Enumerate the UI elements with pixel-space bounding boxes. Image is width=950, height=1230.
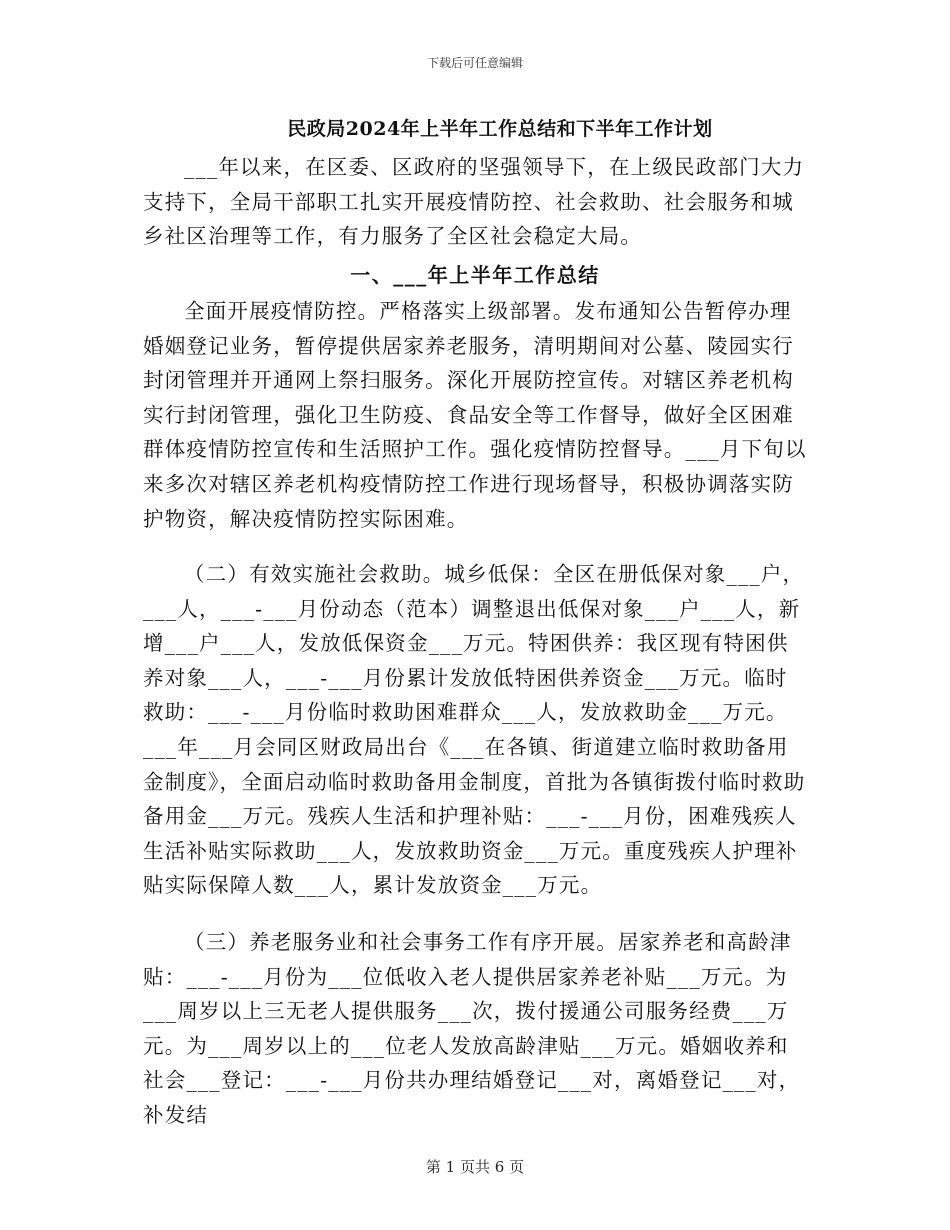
paragraph-social-assistance: （二）有效实施社会救助。城乡低保：全区在册低保对象___户，___人，___-___月份动态（范本）调整退出低保对象___户___人，新增___户___人，发放低保资金___万元。特困供养：我区现有特困供养对象___人，___-___月份累计发放低特困供养资金___万元。临时救助：___-___月份临时救助困难群众___人，发放救助金___万元。___年___月会同区财政局出台《___在各镇、街道建立临时救助备用金制度》，全面启动临时救助备用金制度，首批为各镇街拨付临时救助备用金___万元。残疾人生活和护理补贴：___-___月份，困难残疾人生活补贴实际救助___人，发放救助资金___万元。重度残疾人护理补贴实际保障人数___人，累计发放资金___万元。 <box>143 562 806 898</box>
header-note: 下载后可任意编辑 <box>426 56 523 70</box>
document-title: 民政局2024年上半年工作总结和下半年工作计划 <box>287 118 713 140</box>
paragraph-block-3 <box>143 925 807 1133</box>
paragraph-elderly-services: （三）养老服务业和社会事务工作有序开展。居家养老和高龄津贴：___-___月份为___位低收入老人提供居家养老补贴___万元。为___周岁以上三无老人提供服务___次，拨付援通公司服务经费___万元。为___周岁以上的___位老人发放高龄津贴___万元。婚姻收养和社会___登记：___-___月份共办理结婚登记___对，离婚登记___对，补发结 <box>143 930 801 1127</box>
paragraph-block-1 <box>143 294 807 536</box>
paragraph-epidemic-control: 全面开展疫情防控。严格落实上级部署。发布通知公告暂停办理婚姻登记业务，暂停提供居家养老服务，清明期间对公墓、陵园实行封闭管理并开通网上祭扫服务。深化开展防控宣传。对辖区养老机构实行封闭管理，强化卫生防疫、食品安全等工作督导，做好全区困难群体疫情防控宣传和生活照护工作。强化疫情防控督导。___月下旬以来多次对辖区养老机构疫情防控工作进行现场督导，积极协调落实防护物资，解决疫情防控实际困难。 <box>143 299 807 531</box>
section-heading: 一、___年上半年工作总结 <box>350 263 600 287</box>
page-number-footer: 第 1 页共 6 页 <box>425 1158 525 1176</box>
intro-paragraph: ___年以来，在区委、区政府的坚强领导下，在上级民政部门大力支持下，全局干部职工扎实开展疫情防控、社会救助、社会服务和城乡社区治理等工作，有力服务了全区社会稳定大局。 <box>143 155 805 249</box>
paragraph-block-2 <box>143 557 807 903</box>
intro-block <box>143 150 807 254</box>
